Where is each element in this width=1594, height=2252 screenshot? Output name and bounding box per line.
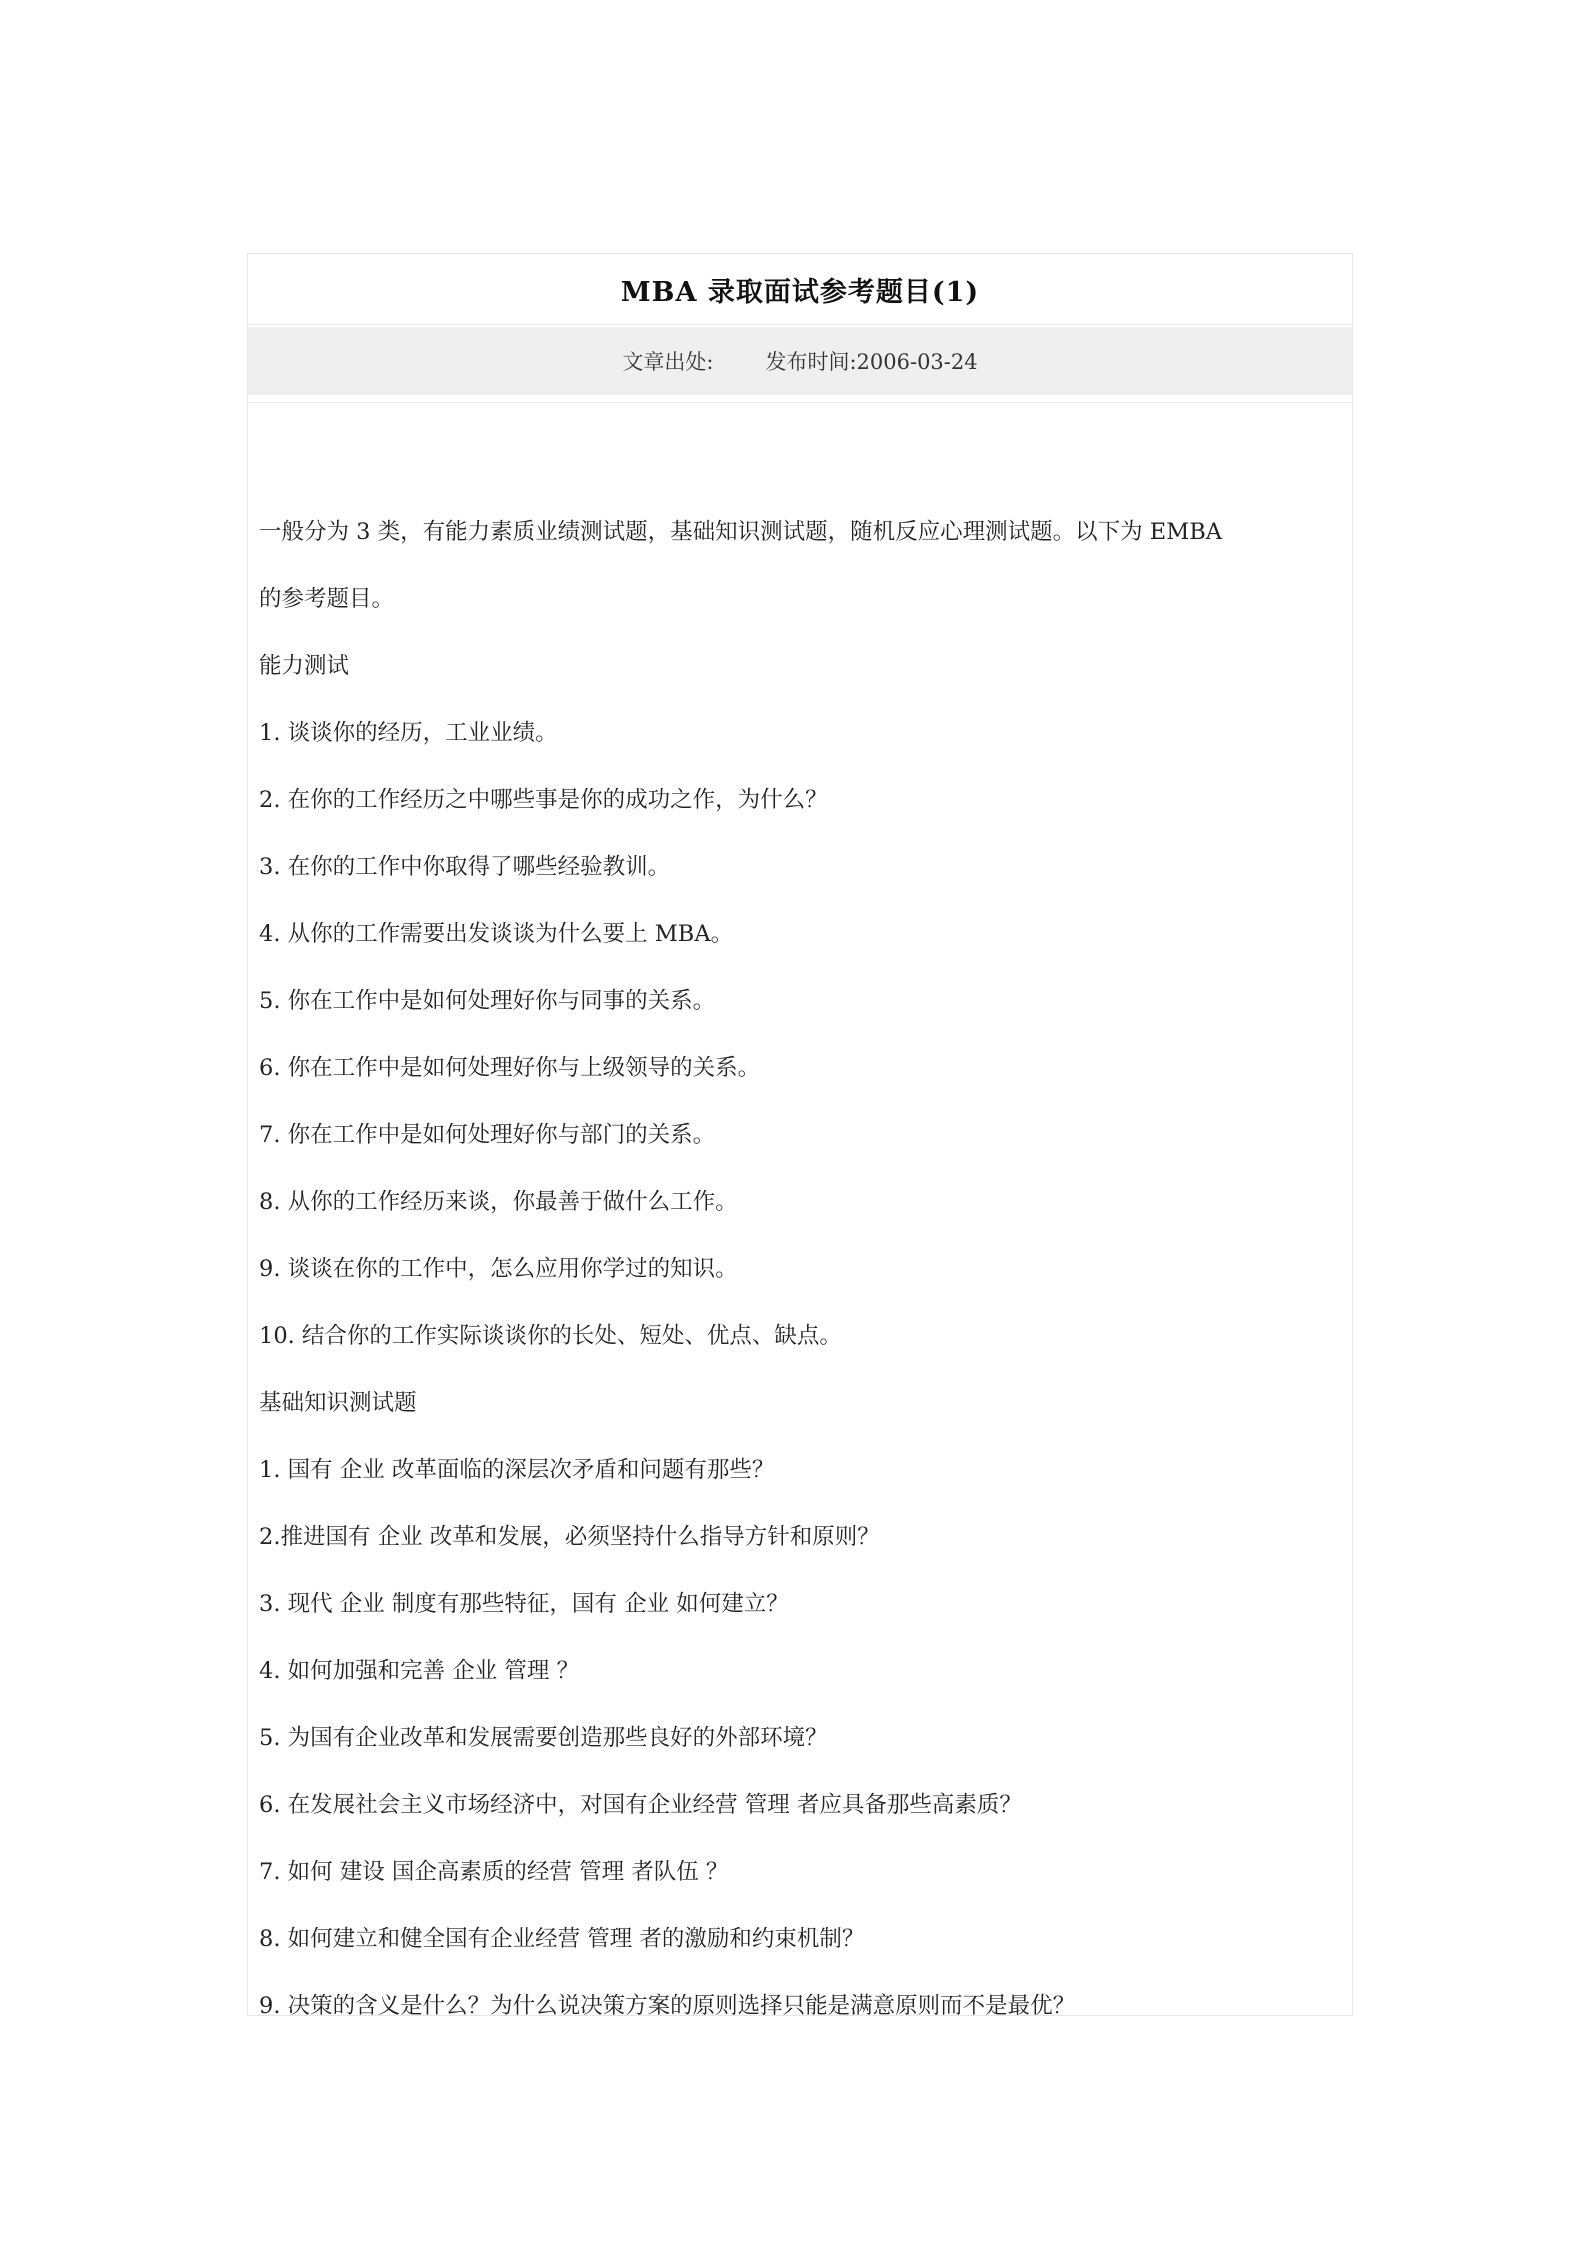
question-item: 6. 你在工作中是如何处理好你与上级领导的关系。 <box>259 1055 761 1081</box>
question-item: 8. 从你的工作经历来谈，你最善于做什么工作。 <box>259 1189 738 1215</box>
question-item: 9. 决策的含义是什么？为什么说决策方案的原则选择只能是满意原则而不是最优？ <box>259 1993 1076 2019</box>
question-item: 5. 你在工作中是如何处理好你与同事的关系。 <box>259 988 716 1014</box>
question-item: 4. 从你的工作需要出发谈谈为什么要上 MBA。 <box>259 921 734 947</box>
question-item: 6. 在发展社会主义市场经济中，对国有企业经营 管理 者应具备那些高素质？ <box>259 1792 1022 1818</box>
intro-paragraph-line-2: 的参考题目。 <box>259 586 395 612</box>
question-item: 2. 在你的工作经历之中哪些事是你的成功之作，为什么？ <box>259 787 828 813</box>
question-item: 8. 如何建立和健全国有企业经营 管理 者的激励和约束机制？ <box>259 1926 865 1952</box>
question-item: 10. 结合你的工作实际谈谈你的长处、短处、优点、缺点。 <box>259 1323 842 1349</box>
section-heading-ability-test: 能力测试 <box>259 653 350 679</box>
question-item: 5. 为国有企业改革和发展需要创造那些良好的外部环境？ <box>259 1725 828 1751</box>
question-item: 9. 谈谈在你的工作中，怎么应用你学过的知识。 <box>259 1256 738 1282</box>
question-item: 1. 谈谈你的经历，工业业绩。 <box>259 720 558 746</box>
question-item: 3. 现代 企业 制度有那些特征，国有 企业 如何建立？ <box>259 1591 789 1617</box>
question-item: 2.推进国有 企业 改革和发展，必须坚持什么指导方针和原则？ <box>259 1524 880 1550</box>
article-source-label: 文章出处: <box>622 350 714 374</box>
intro-paragraph-line-1: 一般分为 3 类，有能力素质业绩测试题，基础知识测试题，随机反应心理测试题。以下为 EMBA <box>259 519 1223 545</box>
question-item: 3. 在你的工作中你取得了哪些经验教训。 <box>259 854 671 880</box>
article-title: MBA 录取面试参考题目(1) <box>620 276 980 308</box>
article-meta-bar <box>248 327 1352 395</box>
article-body <box>259 499 1345 2040</box>
question-item: 1. 国有 企业 改革面临的深层次矛盾和问题有那些？ <box>259 1457 775 1483</box>
article-publish-time: 发布时间:2006-03-24 <box>765 350 978 374</box>
section-heading-basic-knowledge-test: 基础知识测试题 <box>259 1390 417 1416</box>
question-item: 4. 如何加强和完善 企业 管理 ？ <box>259 1658 580 1684</box>
question-item: 7. 你在工作中是如何处理好你与部门的关系。 <box>259 1122 716 1148</box>
article-body-frame <box>248 402 1352 2019</box>
question-item: 7. 如何 建设 国企高素质的经营 管理 者队伍 ？ <box>259 1859 729 1885</box>
title-bar <box>248 254 1352 325</box>
article-panel <box>247 253 1353 2019</box>
